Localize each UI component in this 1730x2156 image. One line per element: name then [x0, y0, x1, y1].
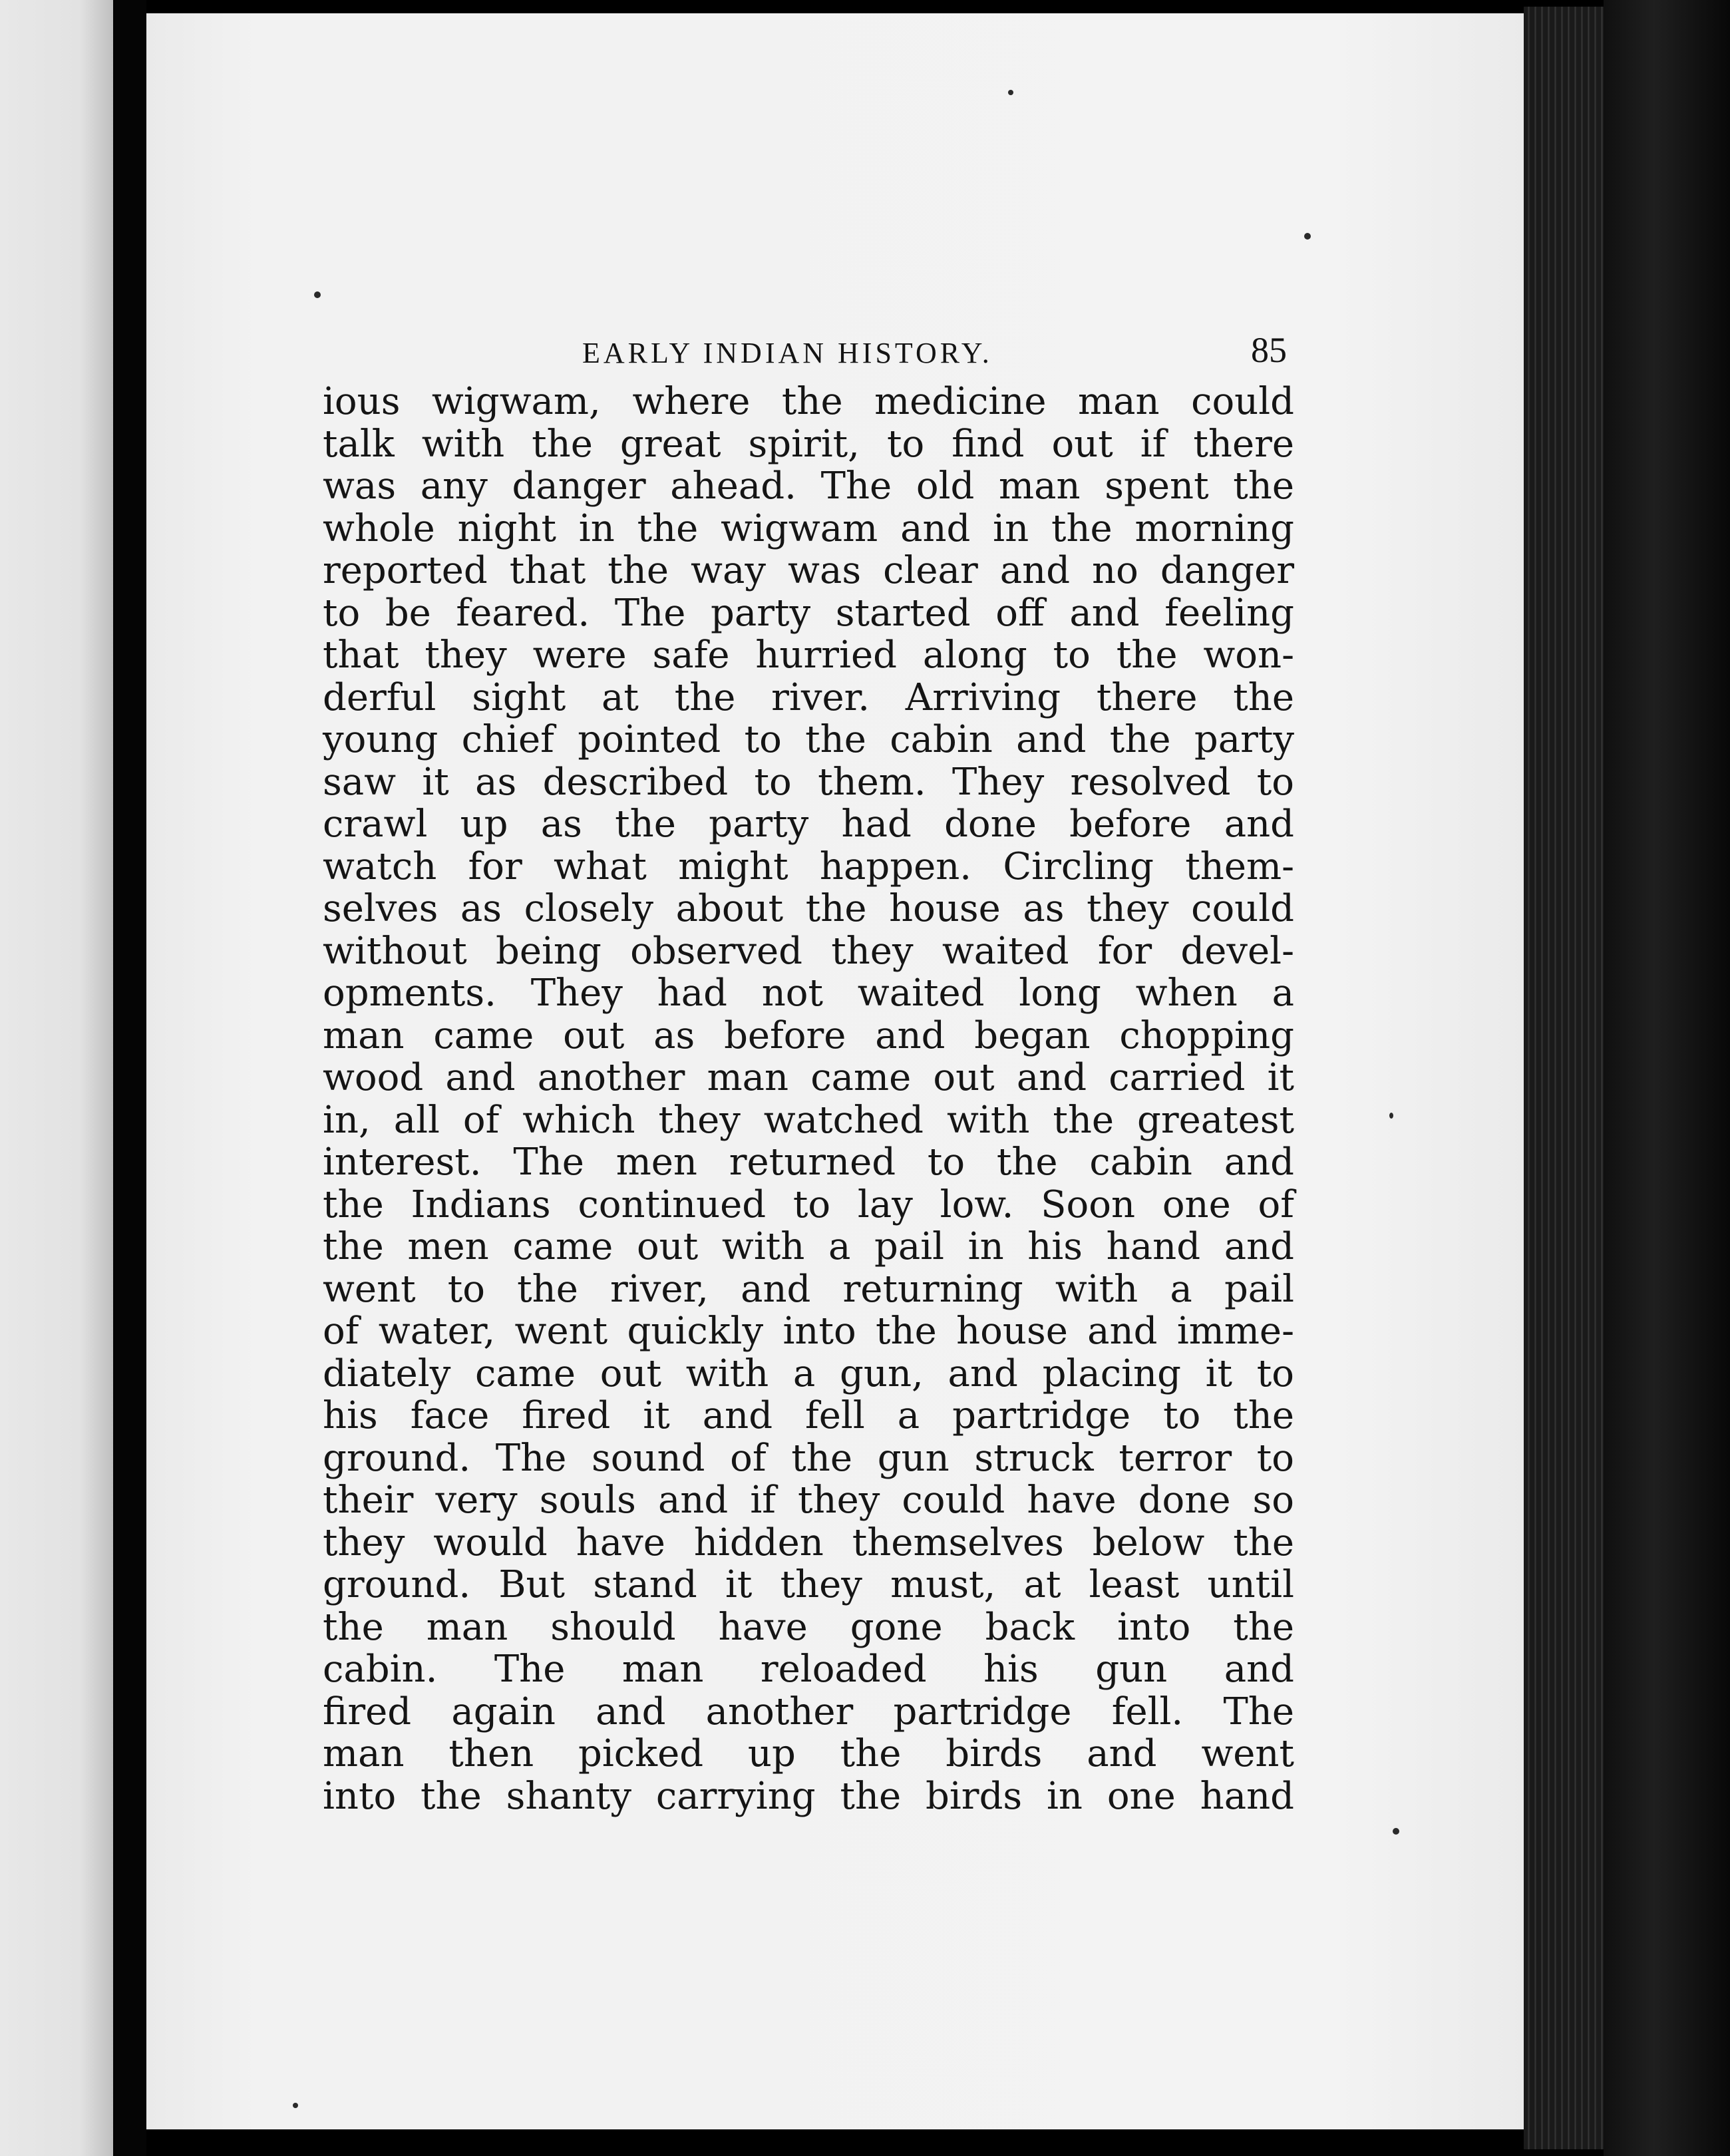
facing-page-edge — [0, 0, 113, 2156]
text-line: in, all of which they watched with the greatest — [323, 1098, 1294, 1142]
text-line: his face fired it and fell a partridge to the — [323, 1394, 1294, 1437]
text-line: young chief pointed to the cabin and the party — [323, 718, 1294, 761]
text-line: talk with the great spirit, to find out if there — [323, 422, 1294, 466]
page-stack-edges — [1524, 7, 1604, 2149]
text-line: man then picked up the birds and went — [323, 1732, 1294, 1775]
text-line: they would have hidden themselves below the — [323, 1521, 1294, 1564]
text-line: was any danger ahead. The old man spent the — [323, 464, 1294, 508]
text-line: wood and another man came out and carried it — [323, 1056, 1294, 1099]
page-number: 85 — [1251, 330, 1287, 370]
text-line: the Indians continued to lay low. Soon one of — [323, 1182, 1294, 1226]
text-line: their very souls and if they could have done so — [323, 1479, 1294, 1522]
text-line: man came out as before and began chopping — [323, 1013, 1294, 1057]
text-line: selves as closely about the house as they could — [323, 887, 1294, 930]
text-line: opments. They had not waited long when a — [323, 972, 1294, 1015]
text-line: crawl up as the party had done before and — [323, 803, 1294, 846]
body-text — [323, 381, 1294, 1817]
scan-speck — [1393, 1828, 1399, 1835]
text-line: watch for what might happen. Circling them- — [323, 844, 1294, 888]
text-line: ground. But stand it they must, at least until — [323, 1563, 1294, 1606]
text-line: ground. The sound of the gun struck terror to — [323, 1436, 1294, 1480]
text-line: went to the river, and returning with a pail — [323, 1267, 1294, 1311]
text-line: of water, went quickly into the house and imme- — [323, 1310, 1294, 1353]
text-line: to be feared. The party started off and feeling — [323, 591, 1294, 635]
text-line: whole night in the wigwam and in the morning — [323, 506, 1294, 550]
text-line: interest. The men returned to the cabin and — [323, 1141, 1294, 1184]
text-line: the man should have gone back into the — [323, 1605, 1294, 1649]
text-line: the men came out with a pail in his hand and — [323, 1225, 1294, 1268]
book-gutter — [113, 0, 146, 2156]
text-line: without being observed they waited for devel- — [323, 929, 1294, 973]
text-line: that they were safe hurried along to the won- — [323, 633, 1294, 677]
text-line: diately came out with a gun, and placing it to — [323, 1351, 1294, 1395]
text-line: cabin. The man reloaded his gun and — [323, 1648, 1294, 1691]
text-line: saw it as described to them. They resolved to — [323, 760, 1294, 804]
text-line: into the shanty carrying the birds in one hand — [323, 1774, 1294, 1818]
book-cover-edge — [1604, 0, 1730, 2156]
text-line: derful sight at the river. Arriving there the — [323, 675, 1294, 719]
text-line: ious wigwam, where the medicine man could — [323, 380, 1294, 423]
scan-speck — [1008, 90, 1013, 95]
text-line: reported that the way was clear and no danger — [323, 549, 1294, 592]
running-header: EARLY INDIAN HISTORY. — [582, 337, 993, 369]
scan-speck — [1389, 1113, 1393, 1119]
scan-speck — [293, 2103, 298, 2108]
text-line: fired again and another partridge fell. The — [323, 1690, 1294, 1733]
scan-speck — [1304, 233, 1311, 240]
scan-speck — [314, 291, 321, 298]
